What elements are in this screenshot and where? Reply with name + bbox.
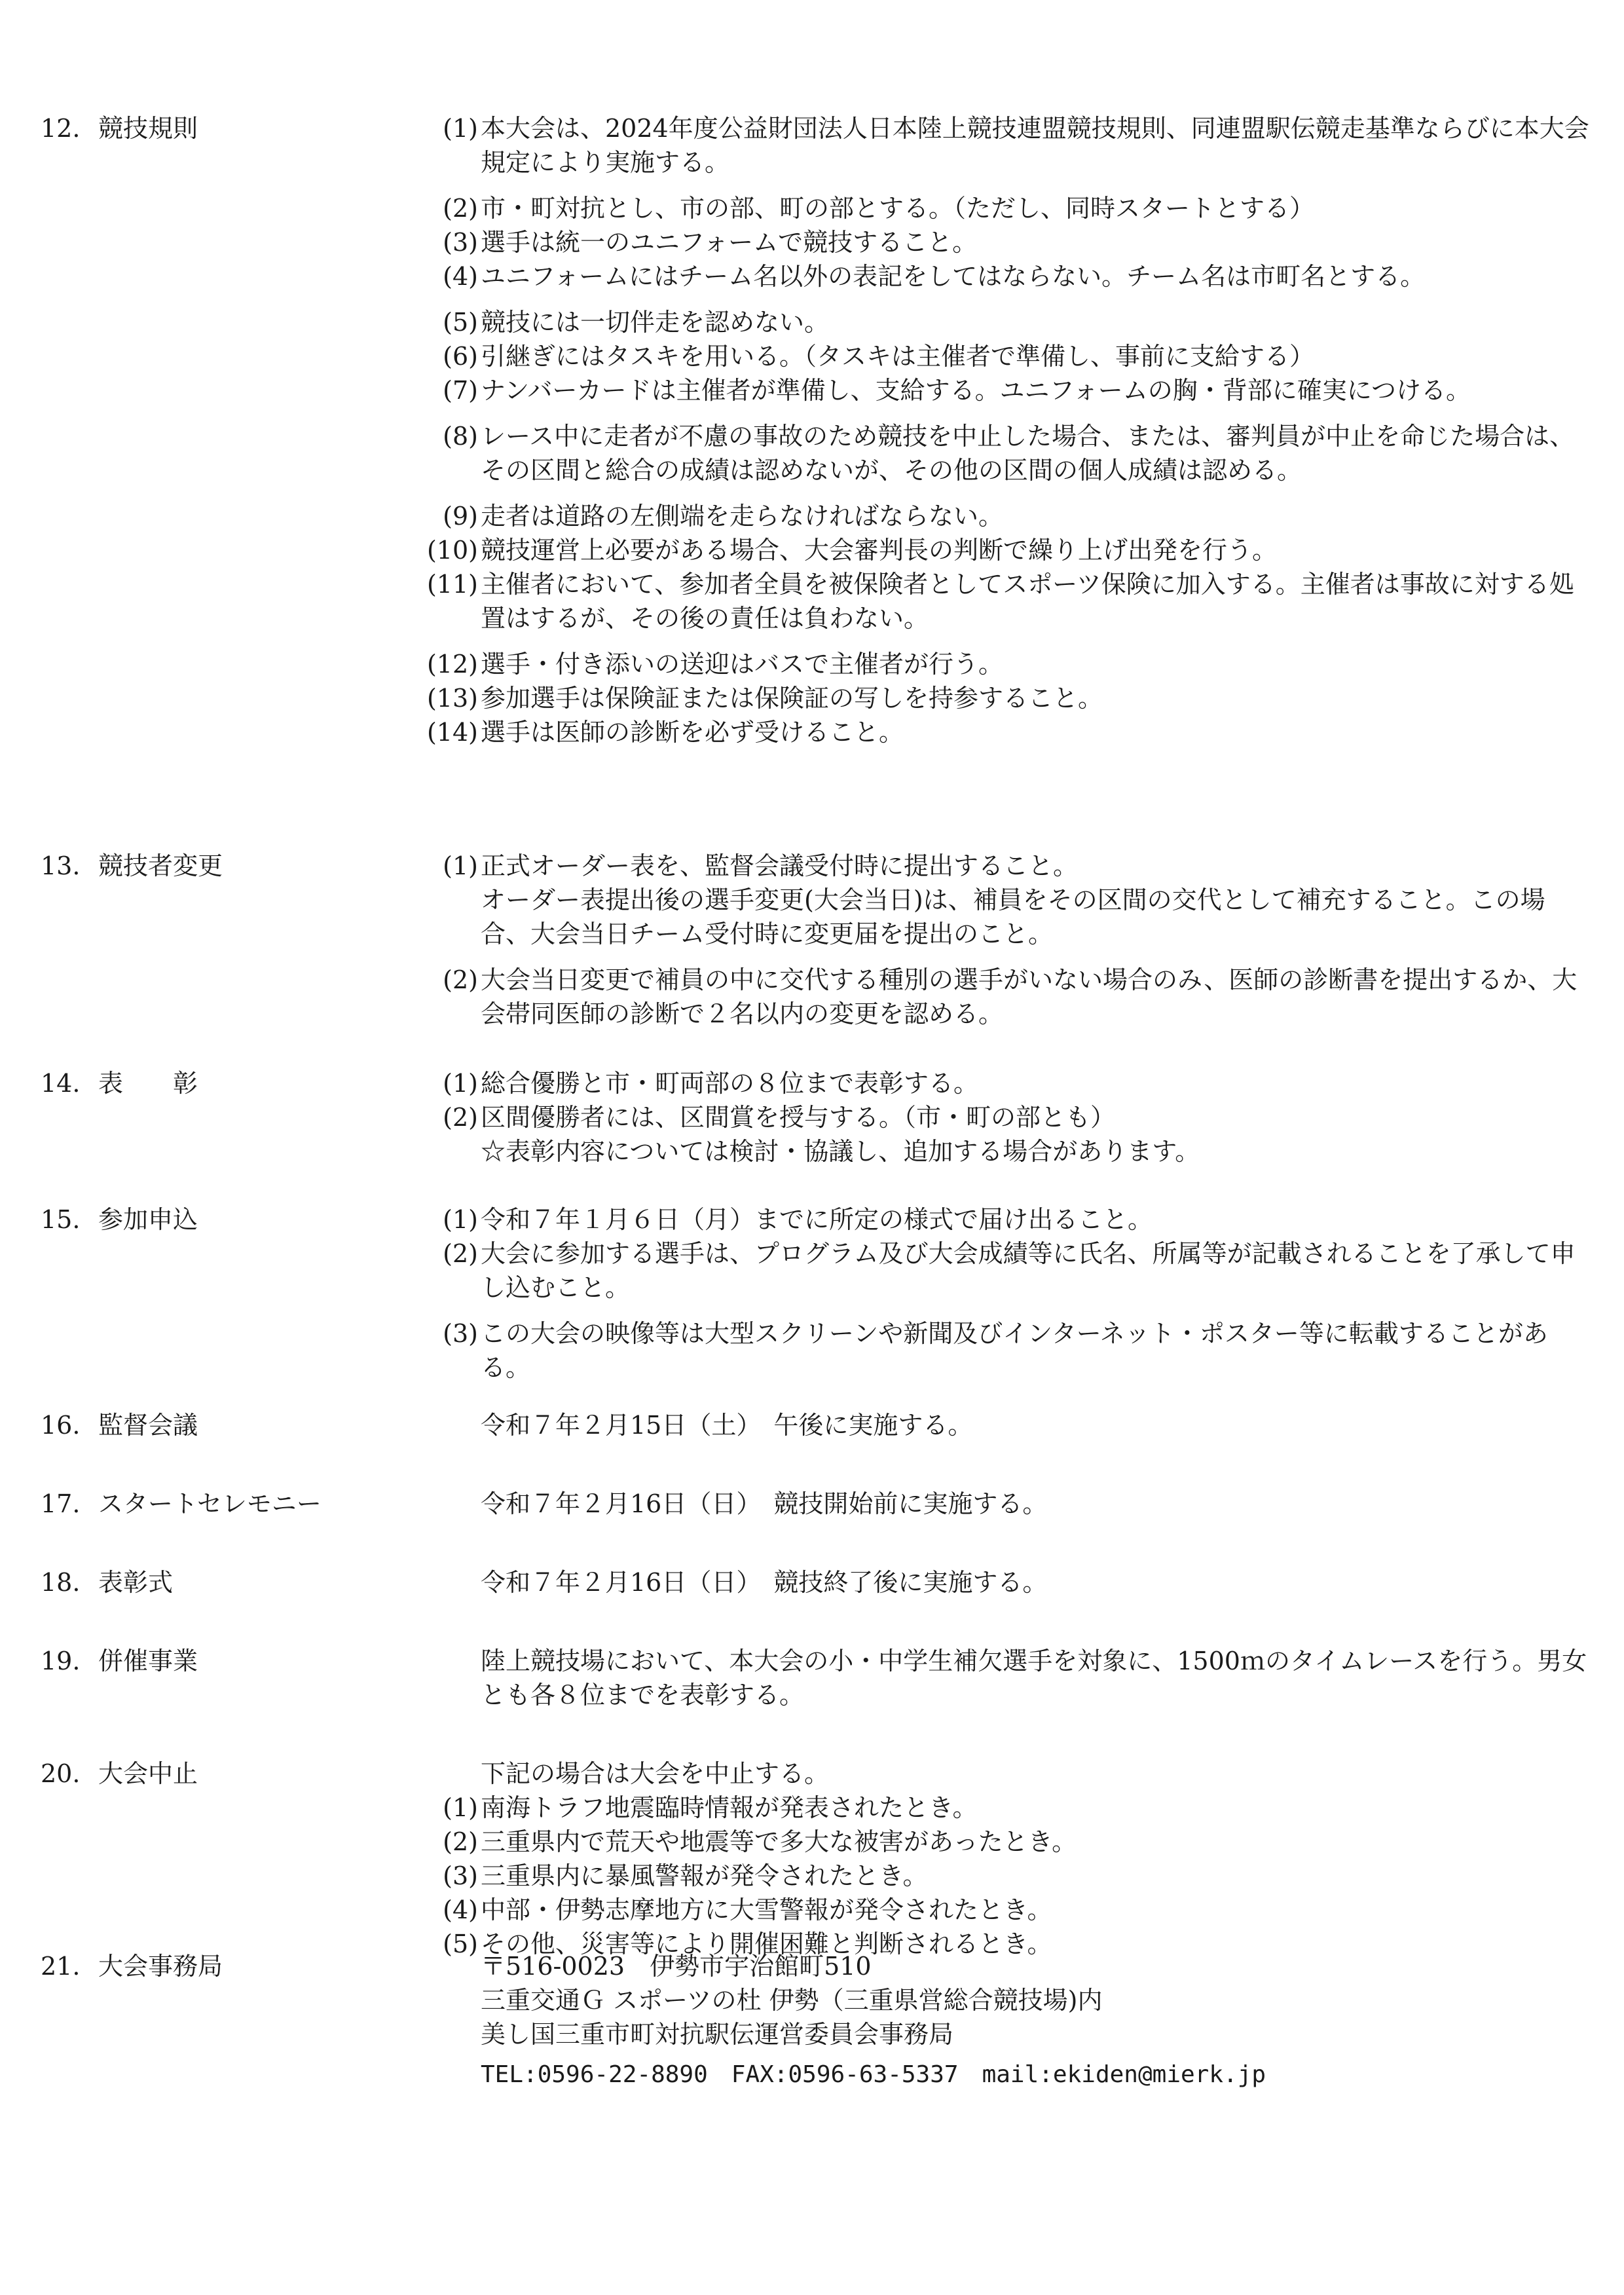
section-title: 表彰式 xyxy=(98,1568,174,1597)
section-heading xyxy=(41,111,434,145)
item-number: (1) xyxy=(443,1205,478,1234)
section-number: 20. xyxy=(41,1759,81,1788)
list-item xyxy=(418,1316,1590,1385)
section-number: 13. xyxy=(41,851,81,880)
list-item xyxy=(418,849,1590,883)
item-text: 総合優勝と市・町両部の８位まで表彰する。 xyxy=(481,1069,979,1098)
item-number: (2) xyxy=(443,965,478,994)
item-text: 区間優勝者には、区間賞を授与する。（市・町の部とも） xyxy=(481,1103,1116,1132)
section-number: 14. xyxy=(41,1069,81,1098)
item-number: (3) xyxy=(443,228,478,257)
item-number: (4) xyxy=(443,1895,478,1924)
item-text: 令和７年１月６日（月）までに所定の様式で届け出ること。 xyxy=(481,1205,1153,1234)
list-item xyxy=(418,305,1590,339)
list-item xyxy=(418,225,1590,259)
item-number: (6) xyxy=(443,342,478,371)
item-number: (5) xyxy=(443,308,478,337)
section-title: 競技規則 xyxy=(98,114,198,143)
section-heading xyxy=(41,1203,434,1237)
section-body xyxy=(418,1066,1590,1168)
section-number: 17. xyxy=(41,1489,81,1518)
item-text: ユニフォームにはチーム名以外の表記をしてはならない。チーム名は市町名とする。 xyxy=(481,262,1426,291)
section-heading xyxy=(41,1757,434,1791)
item-number: (1) xyxy=(443,1793,478,1822)
list-item xyxy=(418,715,1590,749)
item-number: (8) xyxy=(443,422,478,451)
item-number: (14) xyxy=(426,718,478,747)
section-heading xyxy=(41,1644,434,1678)
item-number: (11) xyxy=(426,570,478,599)
list-item xyxy=(418,647,1590,681)
section-text: 令和７年２月15日（土） 午後に実施する。 xyxy=(481,1411,973,1440)
list-item xyxy=(418,1859,1590,1893)
section-body xyxy=(418,849,1590,1031)
section-title: 大会中止 xyxy=(98,1759,198,1788)
section-body xyxy=(418,1949,1590,2092)
section-body xyxy=(418,111,1590,749)
item-text: 本大会は、2024年度公益財団法人日本陸上競技連盟競技規則、同連盟駅伝競走基準ならびに本大会規定により実施する。 xyxy=(481,114,1589,177)
item-number: (2) xyxy=(443,194,478,223)
section-intro: 下記の場合は大会を中止する。 xyxy=(481,1759,830,1788)
item-text: 参加選手は保険証または保険証の写しを持参すること。 xyxy=(481,684,1103,713)
section-body xyxy=(418,1644,1590,1712)
section-heading xyxy=(41,1565,434,1599)
list-item xyxy=(418,1134,1590,1168)
section-heading xyxy=(41,1408,434,1442)
item-text: 南海トラフ地震臨時情報が発表されたとき。 xyxy=(481,1793,978,1822)
item-text: 選手は統一のユニフォームで競技すること。 xyxy=(481,228,978,257)
section-number: 12. xyxy=(41,114,81,143)
item-number: (4) xyxy=(443,262,478,291)
section-number: 19. xyxy=(41,1647,81,1675)
section-title: 表 彰 xyxy=(98,1069,198,1098)
item-number: (2) xyxy=(443,1103,478,1132)
item-text: 選手は医師の診断を必ず受けること。 xyxy=(481,718,904,747)
item-text: 三重県内で荒天や地震等で多大な被害があったとき。 xyxy=(481,1827,1077,1856)
section-number: 15. xyxy=(41,1205,81,1234)
list-item xyxy=(418,1825,1590,1859)
item-text: オーダー表提出後の選手変更(大会当日)は、補員をその区間の交代として補充すること。この場合、大会当日チーム受付時に変更届を提出のこと。 xyxy=(481,886,1545,948)
item-text: 選手・付き添いの送迎はバスで主催者が行う。 xyxy=(481,650,1004,679)
list-item xyxy=(418,1893,1590,1927)
list-item xyxy=(418,1100,1590,1134)
item-text: 大会に参加する選手は、プログラム及び大会成績等に氏名、所属等が記載されることを了承して申し込むこと。 xyxy=(481,1239,1576,1302)
list-item xyxy=(418,533,1590,567)
section-number: 18. xyxy=(41,1568,81,1597)
section-body xyxy=(418,1757,1590,1961)
list-item xyxy=(418,191,1590,225)
section-title: 競技者変更 xyxy=(98,851,223,880)
item-text: この大会の映像等は大型スクリーンや新聞及びインターネット・ポスター等に転載することがある。 xyxy=(481,1319,1548,1382)
item-text: 市・町対抗とし、市の部、町の部とする。（ただし、同時スタートとする） xyxy=(481,194,1315,223)
item-number: (1) xyxy=(443,114,478,143)
section-text: 令和７年２月16日（日） 競技終了後に実施する。 xyxy=(481,1568,1048,1597)
section-heading xyxy=(41,1066,434,1100)
item-number: (12) xyxy=(426,650,478,679)
list-item xyxy=(418,111,1590,179)
item-text: ナンバーカードは主催者が準備し、支給する。ユニフォームの胸・背部に確実につける。 xyxy=(481,376,1471,405)
item-number: (9) xyxy=(443,502,478,531)
section-text: 陸上競技場において、本大会の小・中学生補欠選手を対象に、1500ｍのタイムレースを行う。男女とも各８位までを表彰する。 xyxy=(481,1647,1587,1709)
item-number: (10) xyxy=(426,536,478,565)
item-text: その他、災害等により開催困難と判断されるとき。 xyxy=(481,1930,1052,1958)
list-item xyxy=(418,963,1590,1031)
section-text: 令和７年２月16日（日） 競技開始前に実施する。 xyxy=(481,1489,1048,1518)
office-contact: TEL:0596-22-8890 FAX:0596-63-5337 mail:ekiden@mierk.jp xyxy=(481,2061,1266,2088)
list-item xyxy=(418,339,1590,373)
section-title: 大会事務局 xyxy=(98,1952,223,1981)
item-text: ☆表彰内容については検討・協議し、追加する場合があります。 xyxy=(481,1137,1200,1166)
item-number: (5) xyxy=(443,1930,478,1958)
item-text: 引継ぎにはタスキを用いる。（タスキは主催者で準備し、事前に支給する） xyxy=(481,342,1315,371)
item-text: 走者は道路の左側端を走らなければならない。 xyxy=(481,502,1004,531)
item-number: (7) xyxy=(443,376,478,405)
list-item xyxy=(418,373,1590,407)
section-body xyxy=(418,1408,1590,1442)
list-item xyxy=(418,259,1590,293)
section-body xyxy=(418,1487,1590,1521)
list-item xyxy=(418,419,1590,487)
item-text: 競技運営上必要がある場合、大会審判長の判断で繰り上げ出発を行う。 xyxy=(481,536,1278,565)
list-item xyxy=(418,499,1590,533)
list-item xyxy=(418,567,1590,635)
item-number: (2) xyxy=(443,1239,478,1268)
item-text: 大会当日変更で補員の中に交代する種別の選手がいない場合のみ、医師の診断書を提出するか、大会帯同医師の診断で２名以内の変更を認める。 xyxy=(481,965,1578,1028)
section-heading xyxy=(41,849,434,883)
item-text: レース中に走者が不慮の事故のため競技を中止した場合、または、審判員が中止を命じた場合は、その区間と総合の成績は認めないが、その他の区間の個人成績は認める。 xyxy=(481,422,1575,485)
item-number: (1) xyxy=(443,851,478,880)
item-text: 競技には一切伴走を認めない。 xyxy=(481,308,830,337)
section-body xyxy=(418,1565,1590,1599)
list-item xyxy=(418,1237,1590,1305)
list-item xyxy=(418,1791,1590,1825)
section-heading xyxy=(41,1949,434,1983)
section-body xyxy=(418,1203,1590,1385)
section-title: 監督会議 xyxy=(98,1411,198,1440)
section-number: 21. xyxy=(41,1952,81,1981)
list-item xyxy=(418,1066,1590,1100)
item-number: (3) xyxy=(443,1319,478,1348)
item-number: (2) xyxy=(443,1827,478,1856)
section-title: スタートセレモニー xyxy=(98,1489,322,1518)
section-title: 併催事業 xyxy=(98,1647,198,1675)
item-text: 中部・伊勢志摩地方に大雪警報が発令されたとき。 xyxy=(481,1895,1052,1924)
item-number: (13) xyxy=(426,684,478,713)
office-venue: 三重交通Ｇ スポーツの杜 伊勢（三重県営総合競技場)内 xyxy=(481,1986,1103,2015)
item-text: 正式オーダー表を、監督会議受付時に提出すること。 xyxy=(481,851,1079,880)
section-heading xyxy=(41,1487,434,1521)
list-item xyxy=(418,1203,1590,1237)
list-item xyxy=(418,681,1590,715)
section-title: 参加申込 xyxy=(98,1205,198,1234)
item-number: (1) xyxy=(443,1069,478,1098)
office-name: 美し国三重市町対抗駅伝運営委員会事務局 xyxy=(481,2020,954,2049)
item-number: (3) xyxy=(443,1861,478,1890)
item-text: 三重県内に暴風警報が発令されたとき。 xyxy=(481,1861,928,1890)
office-address: 〒516-0023 伊勢市宇治館町510 xyxy=(481,1952,872,1981)
section-number: 16. xyxy=(41,1411,81,1440)
item-text: 主催者において、参加者全員を被保険者としてスポーツ保険に加入する。主催者は事故に対する処置はするが、その後の責任は負わない。 xyxy=(481,570,1574,633)
list-item xyxy=(418,883,1590,951)
